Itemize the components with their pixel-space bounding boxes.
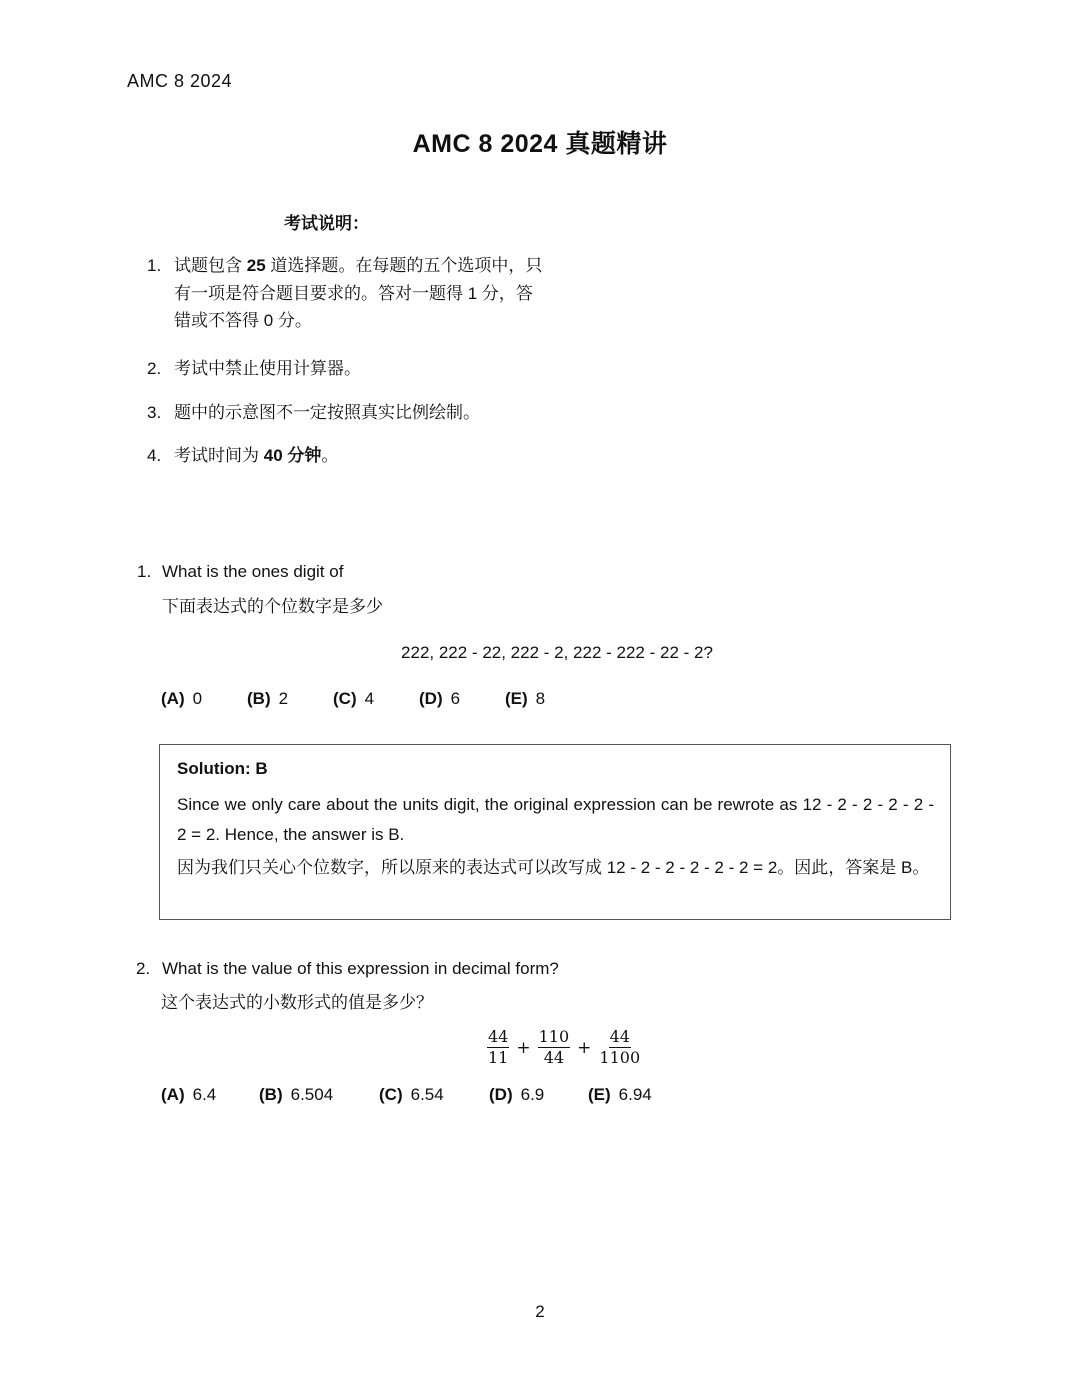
question-1-choices [161,689,545,709]
answer-choice-a [161,689,247,709]
plus-operator: + [577,1037,592,1058]
instruction-text [174,252,547,335]
answer-choice-b [259,1085,379,1105]
solution-text-zh: 因为我们只关心个位数字，所以原来的表达式可以改写成 12 - 2 - 2 - 2 - 2 - 2 = 2。因此，答案是 B。 [177,858,930,877]
answer-choice-d [489,1085,588,1105]
choice-label: (C) [333,689,357,708]
instruction-item [147,252,547,335]
question-number: 1. [137,562,152,581]
choice-label: (D) [489,1085,513,1104]
answer-choice-e [588,1085,652,1105]
choice-label: (A) [161,1085,185,1104]
answer-choice-b [247,689,333,709]
instruction-item [147,442,547,470]
fraction-denominator: 44 [543,1048,565,1067]
choice-label: (C) [379,1085,403,1104]
answer-choice-c [333,689,419,709]
solution-title: Solution: B [177,759,268,778]
choice-label: (D) [419,689,443,708]
fraction-numerator: 110 [538,1027,570,1046]
question-1-prompt [137,560,343,584]
instruction-text-part: 考试时间为 [174,446,264,465]
choice-value: 6.504 [290,1085,334,1104]
choice-value: 8 [535,689,546,708]
instructions-heading: 考试说明： [284,214,369,233]
choice-value: 0 [192,689,203,708]
instruction-text [174,442,547,470]
choice-label: (B) [259,1085,283,1104]
instruction-number: 4. [147,446,162,465]
plus-operator: + [516,1037,531,1058]
choice-value: 6 [450,689,461,708]
question-text-en: What is the ones digit of [162,562,344,581]
page-number: 2 [535,1302,545,1321]
fraction [598,1027,641,1068]
question-2-prompt [136,957,559,981]
fraction [538,1027,571,1068]
fraction-denominator: 11 [488,1048,509,1067]
question-1-text-zh: 下面表达式的个位数字是多少 [162,597,383,616]
question-2-text-zh: 这个表达式的小数形式的值是多少？ [161,993,433,1012]
instruction-text: 题中的示意图不一定按照真实比例绘制。 [174,403,480,422]
answer-choice-a [161,1085,259,1105]
solution-text-en: Since we only care about the units digit, the original expression can be rewrote as 12 - 2 - 2 - 2 - 2 - 2 = 2. Hence, the answer is B. [177,795,934,844]
choice-label: (E) [588,1085,611,1104]
fraction [487,1027,509,1068]
choice-value: 6.94 [618,1085,652,1104]
fraction-numerator: 44 [609,1027,630,1046]
document-title: AMC 8 2024 真题精讲 [412,130,668,158]
instruction-number: 2. [147,359,162,378]
solution-box [159,744,951,920]
choice-value: 4 [364,689,375,708]
instruction-text: 考试中禁止使用计算器。 [174,359,361,378]
choice-value: 6.54 [410,1085,444,1104]
instruction-item [147,355,547,383]
answer-choice-e [505,689,545,709]
instruction-text-part: 道选择题。在每题的五个选项中，只有一项是符合题目要求的。答对一题得 1 分，答错或不答得 0 分。 [174,256,543,330]
answer-choice-d [419,689,505,709]
choice-label: (B) [247,689,271,708]
question-2-expression [485,1027,643,1068]
fraction-numerator: 44 [488,1027,509,1046]
answer-choice-c [379,1085,489,1105]
running-header: AMC 8 2024 [127,71,233,91]
question-number: 2. [136,959,151,978]
question-1-expression: 222, 222 - 22, 222 - 2, 222 - 222 - 22 - 2? [401,643,713,662]
instruction-text-part: 试题包含 [174,256,247,275]
instruction-item [147,399,547,427]
choice-value: 2 [278,689,289,708]
question-text-en: What is the value of this expression in decimal form? [162,959,559,978]
fraction-denominator: 1100 [599,1048,641,1067]
question-2-choices [161,1085,652,1105]
instruction-text-part: 。 [321,446,339,465]
instruction-text-bold: 25 [246,256,266,275]
choice-value: 6.9 [520,1085,545,1104]
choice-label: (A) [161,689,185,708]
instruction-number: 1. [147,256,162,275]
choice-value: 6.4 [192,1085,217,1104]
instruction-text-bold: 40 分钟 [263,446,322,465]
choice-label: (E) [505,689,528,708]
instruction-number: 3. [147,403,162,422]
